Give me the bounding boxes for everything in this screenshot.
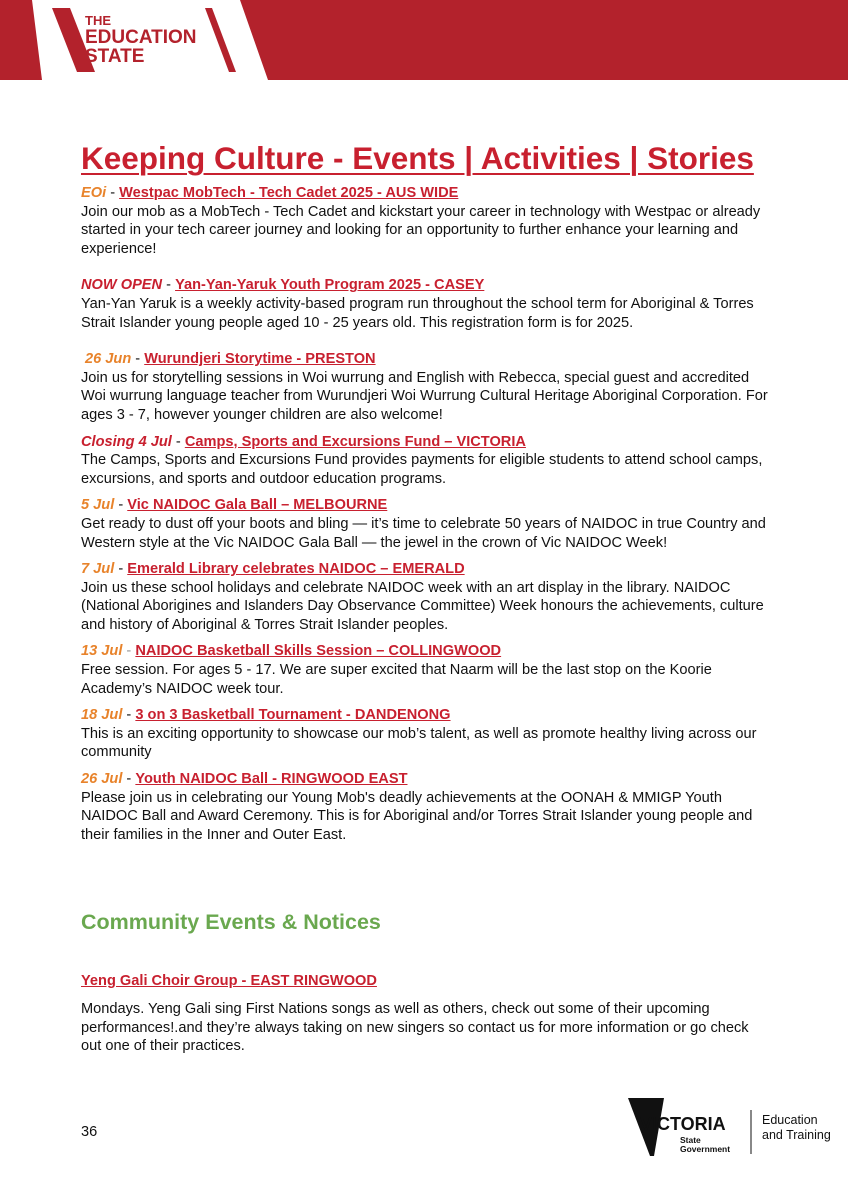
community-item-link[interactable]: Yeng Gali Choir Group - EAST RINGWOOD (81, 973, 377, 989)
header-banner (0, 0, 848, 80)
event-link[interactable]: Camps, Sports and Excursions Fund – VICTORIA (184, 433, 526, 450)
event-item: 26 Jun - Wurundjeri Storytime - PRESTON Join us for storytelling sessions in Woi wurrung and English with Rebecca, special guest and accredited Woi wurrung language teacher from Wurundjeri Woi Wurrung Cultural Heritage Aboriginal Corporation. For ages 3 - 7, however younger children are also welcome! (81, 350, 771, 424)
event-link[interactable]: NAIDOC Basketball Skills Session – COLLINGWOOD (135, 643, 502, 660)
victoria-state-text: State (680, 1135, 701, 1145)
event-item: EOi - Westpac MobTech - Tech Cadet 2025 - AUS WIDE Join our mob as a MobTech - Tech Cadet and kickstart your career in technology with Westpac or already started in your tech career journey and looking for an opportunity to further enhance your learning and experience! (81, 184, 771, 258)
event-date: NOW OPEN (81, 277, 163, 294)
event-description: Free session. For ages 5 - 17. We are super excited that Naarm will be the last stop on the Koorie Academy’s NAIDOC week tour. (81, 662, 712, 697)
logo-slash-right (205, 8, 236, 72)
logo-text-the: THE (85, 13, 111, 28)
event-link[interactable]: Youth NAIDOC Ball - RINGWOOD EAST (135, 771, 408, 788)
events-list (81, 184, 771, 844)
event-description: This is an exciting opportunity to showcase our mob’s talent, as well as promote healthy living across our community (81, 725, 757, 761)
department-line-2: and Training (762, 1128, 831, 1142)
event-description: Join us these school holidays and celebrate NAIDOC week with an art display in the library. NAIDOC (National Aborigines and Islanders Day Observance Committee) Week honours the achievements, culture and history of Aboriginal & Torres Strait Islander peoples. (81, 579, 764, 633)
event-description: Get ready to dust off your boots and bling — it’s time to celebrate 50 years of NAIDOC in true Country and Western style at the Vic NAIDOC Gala Ball — the jewel in the crown of Vic NAIDOC Week! (81, 515, 766, 551)
victoria-wordmark: VICTORIA (640, 1114, 726, 1134)
banner-left-strip (0, 0, 42, 80)
event-item: NOW OPEN - Yan-Yan-Yaruk Youth Program 2025 - CASEY Yan-Yan Yaruk is a weekly activity-based program run throughout the school term for Aboriginal & Torres Strait Islander young people aged 10 - 25 years old. This registration form is for 2025. (81, 276, 771, 332)
department-line-1: Education (762, 1113, 818, 1127)
event-item: 7 Jul - Emerald Library celebrates NAIDOC – EMERALD Join us these school holidays and celebrate NAIDOC week with an art display in the library. NAIDOC (National Aborigines and Islanders Day Observance Committee) Week honours the achievements, culture and history of Aboriginal & Torres Strait Islander peoples. (81, 560, 771, 634)
event-date: 26 Jun (85, 351, 132, 368)
event-description: The Camps, Sports and Excursions Fund provides payments for eligible students to attend school camps, excursions, and sports and outdoor education programs. (81, 452, 763, 487)
event-date: Closing 4 Jul (81, 433, 172, 450)
event-link[interactable]: Wurundjeri Storytime - PRESTON (144, 351, 376, 368)
event-description: Join our mob as a MobTech - Tech Cadet and kickstart your career in technology with Westpac or already started in your tech career journey and looking for an opportunity to further enhance your learning and experience! (81, 203, 761, 257)
event-link[interactable]: Emerald Library celebrates NAIDOC – EMERALD (127, 561, 465, 578)
event-item: 13 Jul - NAIDOC Basketball Skills Session – COLLINGWOOD Free session. For ages 5 - 17. We are super excited that Naarm will be the last stop on the Koorie Academy’s NAIDOC week tour. (81, 642, 771, 698)
victoria-government-text: Government (680, 1144, 731, 1154)
event-item: 18 Jul - 3 on 3 Basketball Tournament - DANDENONG This is an exciting opportunity to showcase our mob’s talent, as well as promote healthy living across our community (81, 706, 771, 762)
victoria-logo (626, 1096, 756, 1160)
event-link[interactable]: Westpac MobTech - Tech Cadet 2025 - AUS WIDE (119, 185, 459, 201)
event-date: 13 Jul (81, 643, 123, 660)
event-description: Please join us in celebrating our Young Mob's deadly achievements at the OONAH & MMIGP Youth NAIDOC Ball and Award Ceremony. This is for Aboriginal and/or Torres Strait Islander young people and their families in the Inner and Outer East. (81, 789, 753, 843)
event-date: 5 Jul (81, 497, 115, 514)
event-date: 18 Jul (81, 707, 123, 724)
event-link[interactable]: 3 on 3 Basketball Tournament - DANDENONG (135, 707, 451, 724)
event-item: Closing 4 Jul - Camps, Sports and Excursions Fund – VICTORIA The Camps, Sports and Excursions Fund provides payments for eligible students to attend school camps, excursions, and sports and outdoor education programs. (81, 433, 771, 489)
page-heading: Keeping Culture - Events | Activities | Stories (81, 140, 754, 176)
page-number: 36 (81, 1124, 98, 1140)
event-date: 7 Jul (81, 561, 115, 578)
logo-text-education: EDUCATION (85, 27, 197, 48)
event-item: 5 Jul - Vic NAIDOC Gala Ball – MELBOURNE Get ready to dust off your boots and bling — it’s time to celebrate 50 years of NAIDOC in true Country and Western style at the Vic NAIDOC Gala Ball — the jewel in the crown of Vic NAIDOC Week! (81, 496, 771, 552)
event-link[interactable]: Vic NAIDOC Gala Ball – MELBOURNE (127, 497, 388, 514)
community-heading: Community Events & Notices (81, 910, 381, 934)
event-description: Join us for storytelling sessions in Woi wurrung and English with Rebecca, special guest and accredited Woi wurrung language teacher from Wurundjeri Woi Wurrung Cultural Heritage Aboriginal Corporation. For ages 3 - 7, however younger children are also welcome! (81, 369, 768, 423)
community-item-description: Mondays. Yeng Gali sing First Nations songs as well as others, check out some of their upcoming performances!.and they’re always taking on new singers so contact us for more information or go check out one of their practices. (81, 1001, 749, 1055)
logo-text-state: STATE (85, 46, 145, 67)
event-link[interactable]: Yan-Yan-Yaruk Youth Program 2025 - CASEY (175, 277, 485, 294)
event-date: EOi (81, 185, 107, 201)
department-name (762, 1113, 831, 1143)
event-item: 26 Jul - Youth NAIDOC Ball - RINGWOOD EAST Please join us in celebrating our Young Mob's deadly achievements at the OONAH & MMIGP Youth NAIDOC Ball and Award Ceremony. This is for Aboriginal and/or Torres Strait Islander young people and their families in the Inner and Outer East. (81, 770, 771, 844)
event-description: Yan-Yan Yaruk is a weekly activity-based program run throughout the school term for Aboriginal & Torres Strait Islander young people aged 10 - 25 years old. This registration form is for 2025. (81, 295, 754, 331)
event-date: 26 Jul (81, 771, 123, 788)
